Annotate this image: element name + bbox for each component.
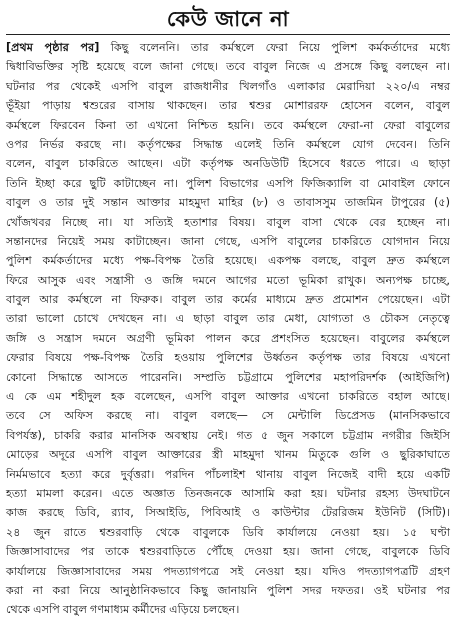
article-line — [6, 251, 450, 270]
article-line — [6, 193, 450, 212]
article-line-text: তিনি ইচ্ছা করে ছুটি কাটাচ্ছেন না। পুলিশ বিভাগের এসপি ফিজিক্যালি বা মোবাইল ফোনে — [6, 176, 450, 190]
article-line-text: ভূঁইয়া পাড়ায় শ্বশুরের বাসায় থাকছেন। তার শ্বশুর মোশাররফ হোসেন বলেন, বাবুল — [6, 99, 450, 113]
article-line — [6, 503, 450, 522]
article-line-text: জঙ্গি ও সন্ত্রাস দমনে অগ্রণী ভূমিকা পালন করে প্রশংসিত হয়েছেন। বাবুলের কর্মস্থলে — [6, 331, 450, 345]
article-line-text: কর্মস্থলে ফিরবেন কিনা তা এখনো নিশ্চিত হয়নি। তবে কর্মস্থলে ফেরা-না ফেরা বাবুলের — [6, 118, 450, 132]
article-line-text: ওপর নির্ভর করছে না। কর্তৃপক্ষের সিদ্ধান্ত এলেই তিনি কর্মস্থলে যোগ দেবেন। তিনি — [6, 137, 450, 151]
article-line — [6, 368, 450, 387]
article-line-text: ফেরার বিষয়ে পক্ষ-বিপক্ষ তৈরি হওয়ায় পুলিশের উর্ধ্বতন কর্তৃপক্ষ তার বিষয়ে এখনো — [6, 351, 450, 365]
article-line-text: করা না করা নিয়ে আনুষ্ঠানিকভাবে কিছু জানায়নি পুলিশ সদর দফতর। ওই ঘটনার পর — [6, 583, 450, 597]
article-line — [6, 174, 450, 193]
article-line — [6, 562, 450, 581]
article-line-text: ফিরে আসুক এবং সন্ত্রাসী ও জঙ্গি দমনে আগের মতো ভূমিকা রাখুক। অন্যপক্ষ চাচ্ছে, — [6, 273, 450, 287]
headline: কেউ জানে না — [166, 7, 290, 31]
article-line-text: বাবুল ও তার দুই সন্তান আক্তার মাহমুদা মাহির (৮) ও তাবাসসুম তাজমিন টাপুরের (৫) — [6, 196, 450, 210]
article-line — [6, 348, 450, 367]
article-line-text: এ কে এম শহীদুল হক বলেছেন, এসপি বাবুল আক্তার এখনো চাকরিতে বহাল আছে। — [6, 390, 450, 404]
headline-divider — [6, 34, 450, 35]
article-line — [6, 426, 450, 445]
article-line-text: বাবুল আর কর্মস্থলে না ফিরুক। বাবুল তার কর্মের মাধ্যমে দ্রুত প্রমোশন পেয়েছেন। এটা — [6, 293, 450, 307]
article-line — [6, 38, 450, 57]
article-line — [6, 116, 450, 135]
article-line — [6, 271, 450, 290]
article-line — [6, 600, 450, 619]
article-line — [6, 154, 450, 173]
article-line-text: দ্বিধাবিভক্তির সৃষ্টি হয়েছে বলে জানা গেছে। তবে বাবুল নিজে এ প্রসঙ্গে কিছু বলছেন না। — [6, 60, 450, 74]
article-line — [6, 290, 450, 309]
article-line-text: থেকে এসপি বাবুল গণমাধ্যম কর্মীদের এড়িয়ে চলছেন। — [6, 603, 240, 617]
article-line-text: নির্মমভাবে হত্যা করে দুর্বৃত্তরা। পরদিন পাঁচলাইশ থানায় বাবুল নিজেই বাদী হয়ে একটি — [6, 467, 450, 481]
article-line — [6, 135, 450, 154]
article-line — [6, 329, 450, 348]
article-line-text: মোড়ের অদূরে এসপি বাবুল আক্তারের স্ত্রী মাহমুদা খানম মিতুকে গুলি ও ছুরিকাঘাতে — [6, 448, 450, 462]
article-line — [6, 523, 450, 542]
article-line-text: তবে সে অফিস করছে না। বাবুল বলছে— সে মেন্টালি ডিপ্রেসড (মানসিকভাবে — [6, 409, 450, 423]
article-line-text: জিজ্ঞাসাবাদের পর তাকে শ্বশুরবাড়িতে পৌঁছে দেওয়া হয়। জানা গেছে, বাবুলকে ডিবি — [6, 545, 450, 559]
article-line-text: খোঁজখবর নিচ্ছে না। যা সত্যিই হতাশার বিষয়। বাবুল বাসা থেকে বের হচ্ছেন না। — [6, 215, 450, 229]
article-line — [6, 77, 450, 96]
article-line-text: বলেন, বাবুল চাকরিতে আছেন। এটা কর্তৃপক্ষ অনডিউটি হিসেবে ধরতে পারে। এ ছাড়া — [6, 157, 450, 171]
article-line-text: কোনো সিদ্ধান্তে আসতে পারেননি। সম্প্রতি চট্টগ্রামে পুলিশের মহাপরিদর্শক (আইজিপি) — [6, 370, 450, 384]
article-body — [6, 38, 450, 620]
article-line-text: পুলিশ কর্মকর্তাদের মধ্যে পক্ষ-বিপক্ষ তৈরি হয়েছে। একপক্ষ বলছে, বাবুল দ্রুত কর্মস্থলে — [6, 254, 450, 268]
article-line-text: কার্যালয়ে জিজ্ঞাসাবাদের সময় পদত্যাগপত্রে সই নেওয়া হয়। যদিও পদত্যাগপত্রটি গ্রহণ — [6, 564, 450, 578]
article-line — [6, 465, 450, 484]
article-line — [6, 445, 450, 464]
continuation-kicker: [প্রথম পৃষ্ঠার পর] — [6, 41, 100, 54]
article-line-text: বিপর্যস্ত), চাকরি করার মানসিক অবস্থায় নেই। গত ৫ জুন সকালে চট্টগ্রাম নগরীর জিইসি — [6, 428, 450, 442]
article-line — [6, 232, 450, 251]
article-line — [6, 484, 450, 503]
article-line — [6, 213, 450, 232]
article-line-text: হত্যা মামলা করেন। এতে অজ্ঞাত তিনজনকে আসামি করা হয়। ঘটনার রহস্য উদঘাটনে — [6, 486, 450, 500]
article-line-text: কাজ করছে ডিবি, র‌্যাব, সিআইডি, পিবিআই ও কাউন্টার টেররিজম ইউনিট (সিটি)। — [6, 506, 450, 520]
article-line — [6, 57, 450, 76]
article-line-text: ঘটনার পর থেকেই এসপি বাবুল রাজধানীর খিলগাঁও এলাকার মেরাদিয়া ২২০/এ নম্বর — [6, 79, 450, 93]
article-line — [6, 406, 450, 425]
article-line — [6, 96, 450, 115]
article-line — [6, 581, 450, 600]
article-line-text: ২৪ জুন রাতে শ্বশুরবাড়ি থেকে বাবুলকে ডিবি কার্যালয়ে নেওয়া হয়। ১৫ ঘণ্টা — [6, 525, 450, 539]
article-line-text: কিছু বলেননি। তার কর্মস্থলে ফেরা নিয়ে পুলিশ কর্মকর্তাদের মধ্যে — [99, 41, 451, 54]
article-line-text: তারা ভালো চোখে দেখছেন না। এ ছাড়া বাবুল তার মেধা, যোগ্যতা ও চৌকস নেতৃত্বে — [6, 312, 450, 326]
article-line — [6, 542, 450, 561]
article-line-text: সন্তানদের নিয়েই সময় কাটাচ্ছেন। জানা গেছে, এসপি বাবুলের চাকরিতে যোগদান নিয়ে — [6, 234, 450, 248]
article-line — [6, 309, 450, 328]
article-line — [6, 387, 450, 406]
